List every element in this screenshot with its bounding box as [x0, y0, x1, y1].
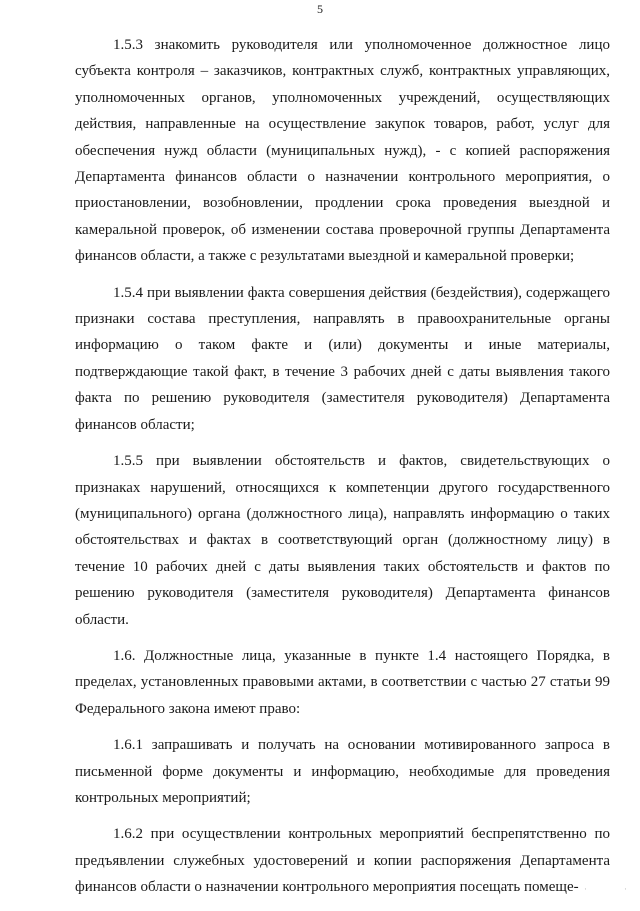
paragraph-1-6: 1.6. Должностные лица, указанные в пункте 1.4 настоящего Порядка, в пределах, установленных правовыми актами, в соответствии с частью 27 статьи 99 Федерального закона имеют право: — [75, 647, 610, 717]
paragraph-1-5-5: 1.5.5 при выявлении обстоятельств и фактов, свидетельствующих о признаках нарушений, относящихся к компетенции другого государственного (муниципального) органа (должностного лица), направлять информацию о таких обстоятельствах и фактах в соответствующий орган (должностному лицу) в течение 10 рабочих дней с даты выявления таких обстоятельств и фактов по решению руководителя (заместителя руководителя) Департамента финансов области. — [75, 453, 610, 628]
page-number: 5 — [317, 2, 323, 16]
paragraph-1-6-2: 1.6.2 при осуществлении контрольных мероприятий беспрепятственно по предъявлении служебных удостоверений и копии распоряжения Департамента финансов области о назначении контрольного мероприятия посещать помеще- — [75, 826, 610, 896]
paragraph-1-5-4: 1.5.4 при выявлении факта совершения действия (бездействия), содержащего признаки состава преступления, направлять в правоохранительные органы информацию о таком факте и (или) документы и иные материалы, подтверждающие такой факт, в течение 3 рабочих дней с даты выявления такого факта по решению руководителя (заместителя руководителя) Департамента финансов области; — [75, 284, 610, 433]
scan-speck: · — [584, 884, 587, 894]
document-body — [75, 32, 610, 911]
paragraph-1-5-3: 1.5.3 знакомить руководителя или уполномоченное должностное лицо субъекта контроля – заказчиков, контрактных служб, контрактных управляющих, уполномоченных органов, уполномоченных учреждений, осуществляющих действия, направленные на осуществление закупок товаров, работ, услуг для обеспечения нужд области (муниципальных нужд), - с копией распоряжения Департамента финансов области о назначении контрольного мероприятия, о приостановлении, возобновлении, продлении срока проведения выездной и камеральной проверок, об изменении состава проверочной группы Департамента финансов области, а также с результатами выездной и камеральной проверки; — [75, 37, 610, 265]
scan-speck: · — [624, 884, 627, 894]
paragraph-1-6-1: 1.6.1 запрашивать и получать на основании мотивированного запроса в письменной форме документы и информацию, необходимые для проведения контрольных мероприятий; — [75, 737, 610, 806]
